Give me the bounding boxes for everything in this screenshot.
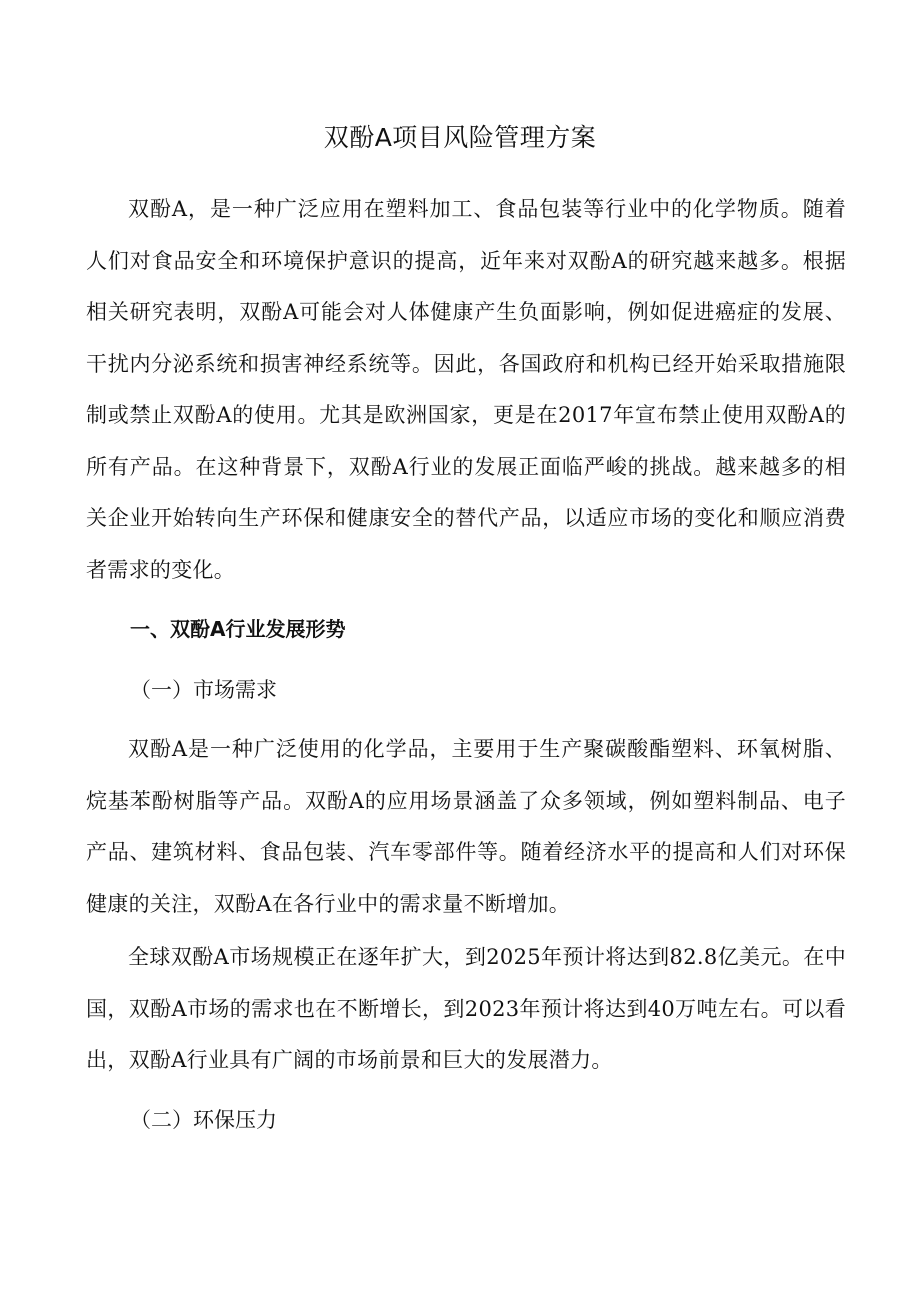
- subsection-heading-environmental-pressure: （二）环保压力: [130, 1108, 277, 1132]
- document-title: 双酚A项目风险管理方案: [323, 123, 597, 152]
- market-demand-paragraph-1: 双酚A是一种广泛使用的化学品，主要用于生产聚碳酸酯塑料、环氧树脂、烷基苯酚树脂等产品。双酚A的应用场景涵盖了众多领域，例如塑料制品、电子产品、建筑材料、食品包装、汽车零部件等。随着经济水平的提高和人们对环保健康的关注，双酚A在各行业中的需求量不断增加。: [86, 737, 846, 916]
- intro-paragraph: 双酚A，是一种广泛应用在塑料加工、食品包装等行业中的化学物质。随着人们对食品安全和环境保护意识的提高，近年来对双酚A的研究越来越多。根据相关研究表明，双酚A可能会对人体健康产生负面影响，例如促进癌症的发展、干扰内分泌系统和损害神经系统等。因此，各国政府和机构已经开始采取措施限制或禁止双酚A的使用。尤其是欧洲国家，更是在2017年宣布禁止使用双酚A的所有产品。在这种背景下，双酚A行业的发展正面临严峻的挑战。越来越多的相关企业开始转向生产环保和健康安全的替代产品，以适应市场的变化和顺应消费者需求的变化。: [86, 197, 846, 582]
- market-demand-paragraph-2: 全球双酚A市场规模正在逐年扩大，到2025年预计将达到82.8亿美元。在中国，双酚A市场的需求也在不断增长，到2023年预计将达到40万吨左右。可以看出，双酚A行业具有广阔的市场前景和巨大的发展潜力。: [86, 945, 846, 1072]
- subsection-heading-market-demand: （一）市场需求: [130, 678, 277, 702]
- section-heading: 一、双酚A行业发展形势: [130, 617, 346, 641]
